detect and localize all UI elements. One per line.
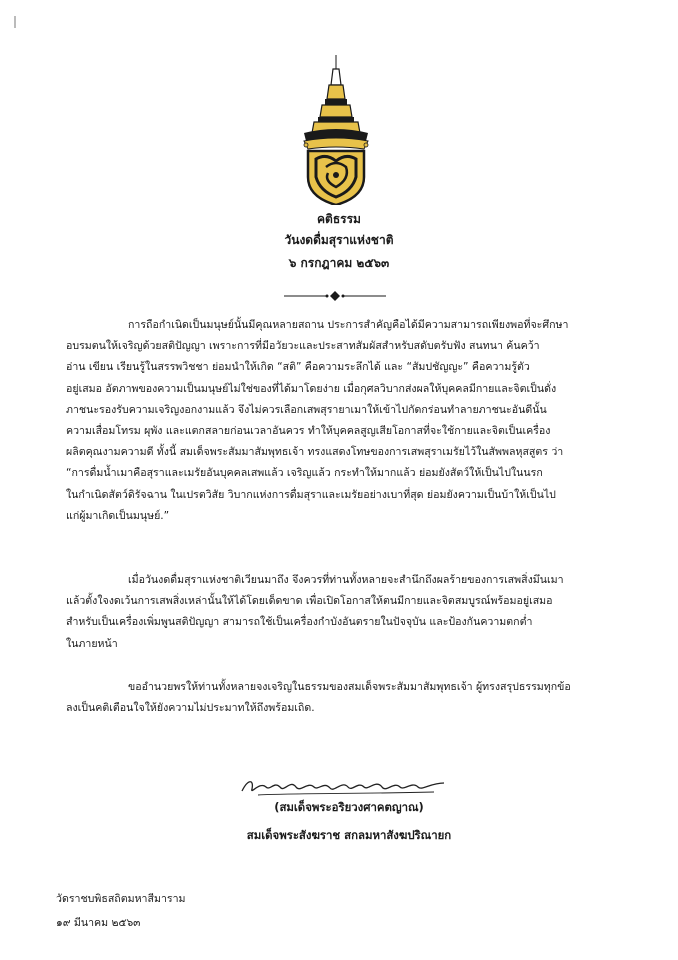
- paragraph-line: ในภายหน้า: [66, 637, 118, 650]
- footer-place: วัดราชบพิธสถิตมหาสีมาราม: [56, 893, 186, 905]
- paragraph-line: การถือกำเนิดเป็นมนุษย์นั้นมีคุณหลายสถาน ประการสำคัญคือได้มีความสามารถเพียงพอที่จะศึกษา: [128, 319, 569, 331]
- paragraph-2: [66, 570, 626, 655]
- signatory-title: สมเด็จพระสังฆราช สกลมหาสังฆปริณายก: [246, 828, 452, 842]
- paragraph-line: แล้วตั้งใจงดเว้นการเสพสิ่งเหล่านั้นให้ได้โดยเด็ดขาด เพื่อเปิดโอกาสให้ตนมีกายและจิตสมบูรณ์พร้อมอยู่เสมอ: [66, 595, 553, 608]
- ornament-divider-icon: [280, 290, 390, 302]
- signatory-name: (สมเด็จพระอริยวงศาคตญาณ): [274, 800, 424, 814]
- occasion-heading: วันงดดื่มสุราแห่งชาติ: [284, 233, 394, 247]
- paragraph-line: ในกำเนิดสัตว์ดิรัจฉาน ในเปรตวิสัย วิบากแห่งการดื่มสุราและเมรัยอย่างเบาที่สุด ย่อมยังความเป็นบ้าให้เป็นไป: [66, 488, 556, 501]
- document-title: คติธรรม: [317, 212, 361, 226]
- paragraph-line: สำหรับเป็นเครื่องเพิ่มพูนสติปัญญา สามารถใช้เป็นเครื่องกำบังอันตรายในปัจจุบัน และป้องกันความตกต่ำ: [66, 616, 533, 629]
- paragraph-3: [66, 677, 626, 719]
- paragraph-line: ขออำนวยพรให้ท่านทั้งหลายจงเจริญในธรรมของสมเด็จพระสัมมาสัมพุทธเจ้า ผู้ทรงสรุปธรรมทุกข้อ: [128, 681, 571, 693]
- paragraph-line: อยู่เสมอ อัตภาพของความเป็นมนุษย์ไม่ใช่ของที่ได้มาโดยง่าย เมื่อกุศลวิบากส่งผลให้บุคคลมีกายและจิตเป็นดั่ง: [66, 382, 557, 395]
- paragraph-line: ผลิตคุณงามความดี ทั้งนี้ สมเด็จพระสัมมาสัมพุทธเจ้า ทรงแสดงโทษของการเสพสุราเมรัยไว้ในสัพพลหุสสูตร ว่า: [66, 446, 564, 459]
- royal-emblem-icon: [298, 55, 374, 205]
- paragraph-line: เมื่อวันงดดื่มสุราแห่งชาติเวียนมาถึง จึงควรที่ท่านทั้งหลายจะสำนึกถึงผลร้ายของการเสพสิ่งมึนเมา: [128, 574, 564, 586]
- paragraph-line: “การดื่มน้ำเมาคือสุราและเมรัยอันบุคคลเสพแล้ว เจริญแล้ว กระทำให้มากแล้ว ย่อมยังสัตว์ให้เป็นไปในนรก: [66, 467, 543, 480]
- paragraph-line: ภาชนะรองรับความเจริญงอกงามแล้ว จึงไม่ควรเลือกเสพสุรายาเมาให้เข้าไปกัดกร่อนทำลายภาชนะอันดีนั้น: [66, 403, 547, 416]
- footer-date: ๑๙ มีนาคม ๒๕๖๓: [56, 917, 141, 929]
- paragraph-line: อบรมตนให้เจริญด้วยสติปัญญา เพราะการที่มีอวัยวะและประสาทสัมผัสสำหรับสดับตรับฟัง สนทนา ค้นคว้า: [66, 340, 540, 353]
- heading-date: ๖ กรกฎาคม ๒๕๖๓: [288, 256, 390, 270]
- scan-mark: [14, 16, 16, 28]
- paragraph-line: ความเสื่อมโทรม ผุพัง และแตกสลายก่อนเวลาอันควร ทำให้บุคคลสูญเสียโอกาสที่จะใช้กายและจิตเป็นเครื่อง: [66, 425, 551, 438]
- paragraph-line: ลงเป็นคติเตือนใจให้ยังความไม่ประมาทให้ถึงพร้อมเถิด.: [66, 702, 315, 715]
- paragraph-line: อ่าน เขียน เรียนรู้ในสรรพวิชชา ย่อมนำให้เกิด “สติ” คือความระลึกได้ และ “สัมปชัญญะ” คือความรู้ตัว: [66, 361, 530, 374]
- paragraph-line: แก่ผู้มาเกิดเป็นมนุษย์.”: [66, 509, 170, 522]
- paragraph-1: [66, 315, 626, 527]
- handwritten-signature-icon: [238, 775, 448, 797]
